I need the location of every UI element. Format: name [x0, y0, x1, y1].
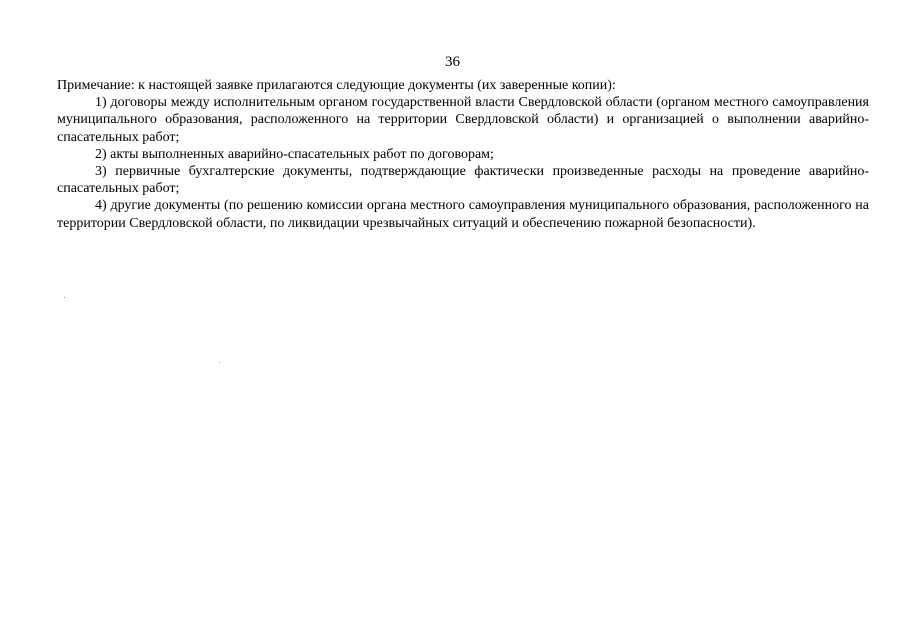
note-item-2: 2) акты выполненных аварийно-спасательных работ по договорам; — [95, 146, 494, 162]
note-item-1: 1) договоры между исполнительным органом государственной власти Свердловской области (органом местного самоуправления муниципального образования, расположенного на территории Свердловской области) и организацией о выполнении аварийно-спасательных работ; — [57, 95, 869, 145]
note-item-4: 4) другие документы (по решению комиссии органа местного самоуправления муниципального образования, расположенного на территории Свердловской области, по ликвидации чрезвычайных ситуаций и обеспечению пожарной безопасности). — [57, 198, 869, 231]
scan-speck — [64, 297, 65, 298]
scan-speck — [219, 362, 220, 363]
note-item-3: 3) первичные бухгалтерские документы, подтверждающие фактически произведенные расходы на проведение аварийно-спасательных работ; — [57, 164, 869, 197]
page-number: 36 — [445, 54, 460, 70]
document-body — [57, 77, 869, 232]
note-intro: Примечание: к настоящей заявке прилагаются следующие документы (их заверенные копии): — [57, 78, 616, 93]
